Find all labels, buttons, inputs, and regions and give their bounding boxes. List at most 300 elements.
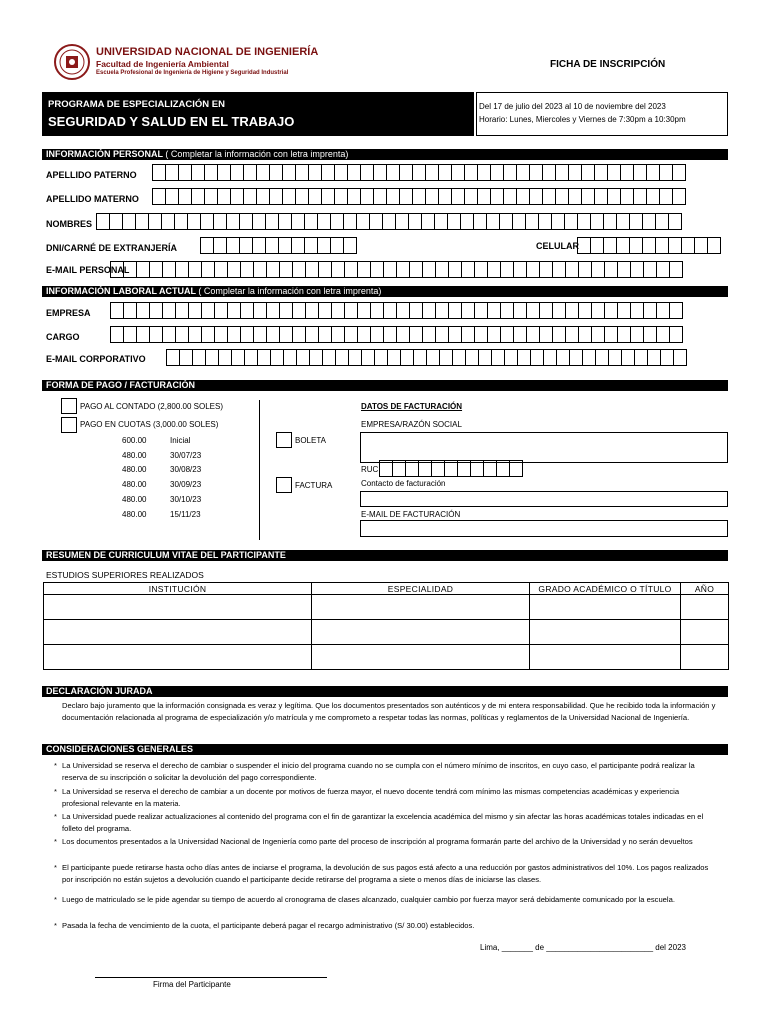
- letter-box[interactable]: [591, 302, 605, 319]
- letter-box[interactable]: [305, 302, 319, 319]
- letter-box[interactable]: [672, 164, 686, 181]
- letter-box[interactable]: [149, 326, 163, 343]
- cv-cell[interactable]: [44, 620, 312, 645]
- empresa-razon-field[interactable]: [360, 432, 728, 463]
- letter-box[interactable]: [668, 213, 682, 230]
- letter-box[interactable]: [460, 213, 474, 230]
- pago-cuotas-checkbox[interactable]: [61, 417, 77, 433]
- letter-box[interactable]: [136, 326, 150, 343]
- empresa-field[interactable]: [111, 302, 683, 320]
- letter-box[interactable]: [330, 237, 344, 254]
- letter-box[interactable]: [477, 164, 491, 181]
- letter-box[interactable]: [438, 188, 452, 205]
- cv-cell[interactable]: [681, 620, 729, 645]
- letter-box[interactable]: [582, 349, 596, 366]
- letter-box[interactable]: [487, 302, 501, 319]
- letter-box[interactable]: [253, 326, 267, 343]
- letter-box[interactable]: [630, 302, 644, 319]
- letter-box[interactable]: [343, 213, 357, 230]
- letter-box[interactable]: [348, 349, 362, 366]
- letter-box[interactable]: [473, 213, 487, 230]
- letter-box[interactable]: [192, 349, 206, 366]
- letter-box[interactable]: [577, 213, 591, 230]
- letter-box[interactable]: [230, 164, 244, 181]
- cv-cell[interactable]: [312, 620, 530, 645]
- letter-box[interactable]: [556, 349, 570, 366]
- letter-box[interactable]: [604, 261, 618, 278]
- letter-box[interactable]: [188, 302, 202, 319]
- letter-box[interactable]: [270, 349, 284, 366]
- letter-box[interactable]: [569, 349, 583, 366]
- letter-box[interactable]: [647, 349, 661, 366]
- letter-box[interactable]: [213, 213, 227, 230]
- nombres-field[interactable]: [97, 213, 682, 231]
- letter-box[interactable]: [257, 349, 271, 366]
- letter-box[interactable]: [361, 349, 375, 366]
- letter-box[interactable]: [110, 261, 124, 278]
- letter-box[interactable]: [408, 213, 422, 230]
- letter-box[interactable]: [370, 261, 384, 278]
- letter-box[interactable]: [373, 164, 387, 181]
- letter-box[interactable]: [517, 349, 531, 366]
- letter-box[interactable]: [551, 213, 565, 230]
- letter-box[interactable]: [464, 188, 478, 205]
- letter-box[interactable]: [200, 237, 214, 254]
- letter-box[interactable]: [318, 302, 332, 319]
- letter-box[interactable]: [461, 302, 475, 319]
- letter-box[interactable]: [278, 213, 292, 230]
- letter-box[interactable]: [295, 164, 309, 181]
- letter-box[interactable]: [291, 237, 305, 254]
- cv-cell[interactable]: [44, 595, 312, 620]
- letter-box[interactable]: [269, 188, 283, 205]
- letter-box[interactable]: [656, 261, 670, 278]
- letter-box[interactable]: [594, 188, 608, 205]
- letter-box[interactable]: [629, 237, 643, 254]
- letter-box[interactable]: [461, 261, 475, 278]
- letter-box[interactable]: [396, 302, 410, 319]
- letter-box[interactable]: [243, 188, 257, 205]
- letter-box[interactable]: [149, 261, 163, 278]
- letter-box[interactable]: [317, 237, 331, 254]
- letter-box[interactable]: [152, 188, 166, 205]
- letter-box[interactable]: [292, 302, 306, 319]
- cv-cell[interactable]: [681, 595, 729, 620]
- letter-box[interactable]: [305, 261, 319, 278]
- apellido-materno-field[interactable]: [153, 188, 686, 206]
- letter-box[interactable]: [620, 164, 634, 181]
- letter-box[interactable]: [383, 326, 397, 343]
- letter-box[interactable]: [240, 261, 254, 278]
- letter-box[interactable]: [620, 188, 634, 205]
- letter-box[interactable]: [379, 460, 393, 477]
- letter-box[interactable]: [266, 302, 280, 319]
- letter-box[interactable]: [334, 164, 348, 181]
- letter-box[interactable]: [282, 164, 296, 181]
- letter-box[interactable]: [321, 188, 335, 205]
- letter-box[interactable]: [165, 164, 179, 181]
- letter-box[interactable]: [555, 164, 569, 181]
- letter-box[interactable]: [669, 261, 683, 278]
- letter-box[interactable]: [431, 460, 445, 477]
- letter-box[interactable]: [673, 349, 687, 366]
- letter-box[interactable]: [643, 302, 657, 319]
- letter-box[interactable]: [218, 349, 232, 366]
- letter-box[interactable]: [578, 326, 592, 343]
- letter-box[interactable]: [681, 237, 695, 254]
- ruc-field[interactable]: [380, 460, 523, 478]
- letter-box[interactable]: [499, 213, 513, 230]
- letter-box[interactable]: [608, 349, 622, 366]
- letter-box[interactable]: [230, 188, 244, 205]
- letter-box[interactable]: [543, 349, 557, 366]
- letter-box[interactable]: [425, 188, 439, 205]
- letter-box[interactable]: [110, 326, 124, 343]
- letter-box[interactable]: [279, 326, 293, 343]
- letter-box[interactable]: [360, 188, 374, 205]
- letter-box[interactable]: [542, 164, 556, 181]
- letter-box[interactable]: [243, 164, 257, 181]
- letter-box[interactable]: [655, 237, 669, 254]
- letter-box[interactable]: [642, 213, 656, 230]
- letter-box[interactable]: [369, 213, 383, 230]
- letter-box[interactable]: [578, 261, 592, 278]
- letter-box[interactable]: [581, 188, 595, 205]
- letter-box[interactable]: [344, 261, 358, 278]
- letter-box[interactable]: [603, 237, 617, 254]
- contacto-facturacion-field[interactable]: [360, 491, 728, 507]
- letter-box[interactable]: [217, 164, 231, 181]
- letter-box[interactable]: [565, 261, 579, 278]
- letter-box[interactable]: [191, 188, 205, 205]
- letter-box[interactable]: [487, 326, 501, 343]
- letter-box[interactable]: [552, 302, 566, 319]
- letter-box[interactable]: [309, 349, 323, 366]
- letter-box[interactable]: [253, 302, 267, 319]
- letter-box[interactable]: [435, 302, 449, 319]
- letter-box[interactable]: [604, 302, 618, 319]
- letter-box[interactable]: [500, 326, 514, 343]
- letter-box[interactable]: [347, 164, 361, 181]
- letter-box[interactable]: [422, 326, 436, 343]
- letter-box[interactable]: [227, 326, 241, 343]
- celular-field[interactable]: [578, 237, 721, 255]
- letter-box[interactable]: [568, 164, 582, 181]
- letter-box[interactable]: [304, 237, 318, 254]
- letter-box[interactable]: [451, 164, 465, 181]
- letter-box[interactable]: [474, 261, 488, 278]
- letter-box[interactable]: [616, 237, 630, 254]
- letter-box[interactable]: [422, 302, 436, 319]
- letter-box[interactable]: [509, 460, 523, 477]
- letter-box[interactable]: [357, 261, 371, 278]
- letter-box[interactable]: [504, 349, 518, 366]
- letter-box[interactable]: [135, 213, 149, 230]
- letter-box[interactable]: [383, 261, 397, 278]
- letter-box[interactable]: [668, 237, 682, 254]
- cv-cell[interactable]: [44, 645, 312, 670]
- letter-box[interactable]: [162, 302, 176, 319]
- letter-box[interactable]: [292, 326, 306, 343]
- letter-box[interactable]: [161, 213, 175, 230]
- letter-box[interactable]: [295, 188, 309, 205]
- letter-box[interactable]: [331, 261, 345, 278]
- letter-box[interactable]: [474, 326, 488, 343]
- letter-box[interactable]: [204, 188, 218, 205]
- letter-box[interactable]: [240, 302, 254, 319]
- letter-box[interactable]: [642, 237, 656, 254]
- letter-box[interactable]: [590, 237, 604, 254]
- letter-box[interactable]: [526, 302, 540, 319]
- letter-box[interactable]: [672, 188, 686, 205]
- letter-box[interactable]: [470, 460, 484, 477]
- letter-box[interactable]: [539, 302, 553, 319]
- letter-box[interactable]: [308, 188, 322, 205]
- letter-box[interactable]: [283, 349, 297, 366]
- letter-box[interactable]: [291, 213, 305, 230]
- letter-box[interactable]: [491, 349, 505, 366]
- letter-box[interactable]: [344, 326, 358, 343]
- letter-box[interactable]: [409, 302, 423, 319]
- email-personal-field[interactable]: [111, 261, 683, 279]
- letter-box[interactable]: [148, 213, 162, 230]
- letter-box[interactable]: [187, 213, 201, 230]
- letter-box[interactable]: [490, 188, 504, 205]
- letter-box[interactable]: [399, 164, 413, 181]
- cv-cell[interactable]: [312, 645, 530, 670]
- letter-box[interactable]: [422, 261, 436, 278]
- letter-box[interactable]: [516, 164, 530, 181]
- letter-box[interactable]: [439, 349, 453, 366]
- letter-box[interactable]: [542, 188, 556, 205]
- letter-box[interactable]: [373, 188, 387, 205]
- letter-box[interactable]: [448, 302, 462, 319]
- letter-box[interactable]: [552, 326, 566, 343]
- letter-box[interactable]: [227, 302, 241, 319]
- letter-box[interactable]: [564, 213, 578, 230]
- letter-box[interactable]: [201, 302, 215, 319]
- letter-box[interactable]: [418, 460, 432, 477]
- signature-line[interactable]: [95, 977, 327, 978]
- letter-box[interactable]: [318, 326, 332, 343]
- letter-box[interactable]: [110, 302, 124, 319]
- letter-box[interactable]: [421, 213, 435, 230]
- letter-box[interactable]: [487, 261, 501, 278]
- letter-box[interactable]: [387, 349, 401, 366]
- letter-box[interactable]: [604, 326, 618, 343]
- letter-box[interactable]: [607, 164, 621, 181]
- letter-box[interactable]: [370, 302, 384, 319]
- letter-box[interactable]: [552, 261, 566, 278]
- letter-box[interactable]: [591, 326, 605, 343]
- letter-box[interactable]: [213, 237, 227, 254]
- letter-box[interactable]: [123, 302, 137, 319]
- letter-box[interactable]: [539, 326, 553, 343]
- letter-box[interactable]: [123, 261, 137, 278]
- letter-box[interactable]: [269, 164, 283, 181]
- letter-box[interactable]: [256, 188, 270, 205]
- letter-box[interactable]: [707, 237, 721, 254]
- letter-box[interactable]: [357, 302, 371, 319]
- letter-box[interactable]: [321, 164, 335, 181]
- letter-box[interactable]: [204, 164, 218, 181]
- letter-box[interactable]: [529, 164, 543, 181]
- letter-box[interactable]: [447, 213, 461, 230]
- letter-box[interactable]: [633, 164, 647, 181]
- apellido-paterno-field[interactable]: [153, 164, 686, 182]
- letter-box[interactable]: [266, 261, 280, 278]
- letter-box[interactable]: [539, 261, 553, 278]
- letter-box[interactable]: [643, 326, 657, 343]
- letter-box[interactable]: [483, 460, 497, 477]
- letter-box[interactable]: [409, 261, 423, 278]
- letter-box[interactable]: [399, 188, 413, 205]
- letter-box[interactable]: [278, 237, 292, 254]
- letter-box[interactable]: [214, 326, 228, 343]
- letter-box[interactable]: [503, 188, 517, 205]
- cargo-field[interactable]: [111, 326, 683, 344]
- letter-box[interactable]: [630, 261, 644, 278]
- letter-box[interactable]: [448, 326, 462, 343]
- letter-box[interactable]: [617, 261, 631, 278]
- letter-box[interactable]: [356, 213, 370, 230]
- letter-box[interactable]: [659, 164, 673, 181]
- letter-box[interactable]: [525, 213, 539, 230]
- cv-cell[interactable]: [681, 645, 729, 670]
- cv-cell[interactable]: [530, 595, 681, 620]
- letter-box[interactable]: [513, 261, 527, 278]
- letter-box[interactable]: [188, 326, 202, 343]
- letter-box[interactable]: [500, 261, 514, 278]
- email-corporativo-field[interactable]: [167, 349, 687, 367]
- letter-box[interactable]: [409, 326, 423, 343]
- letter-box[interactable]: [590, 213, 604, 230]
- lima-date-line[interactable]: Lima, _______ de ________________________ del 2023: [480, 943, 686, 952]
- letter-box[interactable]: [374, 349, 388, 366]
- letter-box[interactable]: [633, 188, 647, 205]
- cv-cell[interactable]: [312, 595, 530, 620]
- letter-box[interactable]: [565, 302, 579, 319]
- letter-box[interactable]: [347, 188, 361, 205]
- letter-box[interactable]: [451, 188, 465, 205]
- letter-box[interactable]: [308, 164, 322, 181]
- letter-box[interactable]: [457, 460, 471, 477]
- letter-box[interactable]: [434, 213, 448, 230]
- letter-box[interactable]: [426, 349, 440, 366]
- letter-box[interactable]: [529, 188, 543, 205]
- letter-box[interactable]: [178, 164, 192, 181]
- letter-box[interactable]: [96, 213, 110, 230]
- letter-box[interactable]: [694, 237, 708, 254]
- letter-box[interactable]: [317, 213, 331, 230]
- letter-box[interactable]: [477, 188, 491, 205]
- letter-box[interactable]: [435, 326, 449, 343]
- letter-box[interactable]: [239, 237, 253, 254]
- letter-box[interactable]: [512, 213, 526, 230]
- letter-box[interactable]: [331, 326, 345, 343]
- letter-box[interactable]: [205, 349, 219, 366]
- letter-box[interactable]: [669, 326, 683, 343]
- letter-box[interactable]: [478, 349, 492, 366]
- letter-box[interactable]: [530, 349, 544, 366]
- letter-box[interactable]: [175, 326, 189, 343]
- letter-box[interactable]: [660, 349, 674, 366]
- letter-box[interactable]: [669, 302, 683, 319]
- letter-box[interactable]: [617, 302, 631, 319]
- letter-box[interactable]: [490, 164, 504, 181]
- cv-cell[interactable]: [530, 645, 681, 670]
- letter-box[interactable]: [503, 164, 517, 181]
- letter-box[interactable]: [538, 213, 552, 230]
- letter-box[interactable]: [594, 164, 608, 181]
- letter-box[interactable]: [166, 349, 180, 366]
- letter-box[interactable]: [395, 213, 409, 230]
- letter-box[interactable]: [136, 302, 150, 319]
- letter-box[interactable]: [256, 164, 270, 181]
- letter-box[interactable]: [656, 326, 670, 343]
- letter-box[interactable]: [400, 349, 414, 366]
- letter-box[interactable]: [496, 460, 510, 477]
- letter-box[interactable]: [357, 326, 371, 343]
- letter-box[interactable]: [305, 326, 319, 343]
- letter-box[interactable]: [461, 326, 475, 343]
- letter-box[interactable]: [334, 188, 348, 205]
- letter-box[interactable]: [412, 164, 426, 181]
- letter-box[interactable]: [149, 302, 163, 319]
- letter-box[interactable]: [226, 213, 240, 230]
- letter-box[interactable]: [252, 213, 266, 230]
- cv-cell[interactable]: [530, 620, 681, 645]
- letter-box[interactable]: [448, 261, 462, 278]
- letter-box[interactable]: [122, 213, 136, 230]
- letter-box[interactable]: [266, 326, 280, 343]
- letter-box[interactable]: [581, 164, 595, 181]
- letter-box[interactable]: [344, 302, 358, 319]
- letter-box[interactable]: [464, 164, 478, 181]
- boleta-checkbox[interactable]: [276, 432, 292, 448]
- letter-box[interactable]: [279, 302, 293, 319]
- letter-box[interactable]: [629, 213, 643, 230]
- letter-box[interactable]: [188, 261, 202, 278]
- letter-box[interactable]: [335, 349, 349, 366]
- letter-box[interactable]: [252, 237, 266, 254]
- letter-box[interactable]: [304, 213, 318, 230]
- letter-box[interactable]: [123, 326, 137, 343]
- letter-box[interactable]: [591, 261, 605, 278]
- letter-box[interactable]: [178, 188, 192, 205]
- letter-box[interactable]: [279, 261, 293, 278]
- letter-box[interactable]: [452, 349, 466, 366]
- email-facturacion-field[interactable]: [360, 520, 728, 537]
- letter-box[interactable]: [360, 164, 374, 181]
- letter-box[interactable]: [244, 349, 258, 366]
- letter-box[interactable]: [396, 261, 410, 278]
- letter-box[interactable]: [578, 302, 592, 319]
- letter-box[interactable]: [162, 326, 176, 343]
- letter-box[interactable]: [568, 188, 582, 205]
- letter-box[interactable]: [226, 237, 240, 254]
- letter-box[interactable]: [474, 302, 488, 319]
- letter-box[interactable]: [603, 213, 617, 230]
- letter-box[interactable]: [174, 213, 188, 230]
- letter-box[interactable]: [643, 261, 657, 278]
- letter-box[interactable]: [330, 213, 344, 230]
- dni-field[interactable]: [201, 237, 357, 255]
- letter-box[interactable]: [444, 460, 458, 477]
- letter-box[interactable]: [500, 302, 514, 319]
- letter-box[interactable]: [265, 237, 279, 254]
- letter-box[interactable]: [152, 164, 166, 181]
